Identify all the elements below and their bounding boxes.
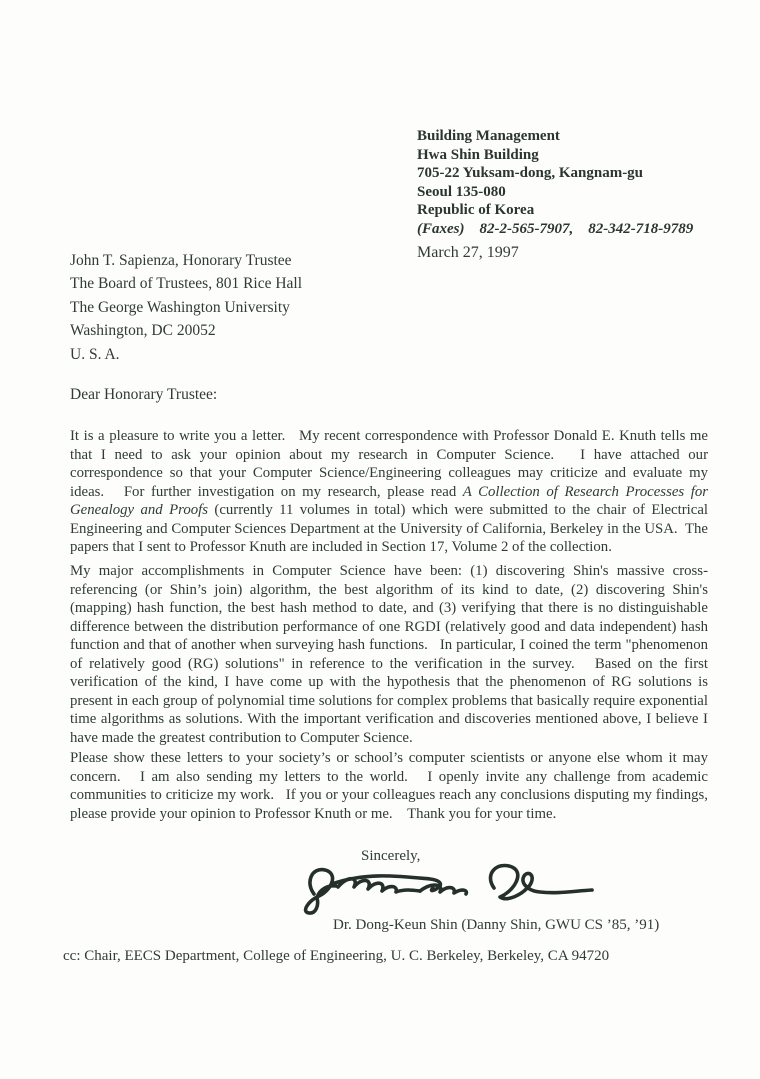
sender-line: Republic of Korea [417, 202, 535, 219]
signer-name: Dr. Dong-Keun Shin (Danny Shin, GWU CS ’85, ’91) [333, 917, 660, 933]
paragraph-1-text: It is a pleasure to write you a letter. My recent correspondence with Professor Donald E. Knuth tells me that I need to ask your opinion about my research in Computer Science. I have attached our correspondence so that your Computer Science/Engineering colleagues may criticize and evaluate my ideas. For further investigation on my research, please read [70, 428, 712, 500]
sender-line: Building Management [417, 128, 560, 144]
sender-fax-line: (Faxes) 82-2-565-7907, 82-342-718-9789 [417, 220, 694, 237]
sender-address-block [417, 127, 693, 262]
recipient-line: The George Washington University [70, 298, 290, 316]
recipient-line: U. S. A. [70, 345, 120, 363]
paragraph-3: Please show these letters to your society’s or school’s computer scientists or anyone else whom it may concern. I am also sending my letters to the world. I openly invite any challenge from academic communities to criticize my work. If you or your colleagues reach any conclusions disputing my findings, please provide your opinion to Professor Knuth or me. Thank you for your time. [70, 750, 712, 822]
sender-line: Seoul 135-080 [417, 183, 506, 200]
salutation: Dear Honorary Trustee: [70, 386, 218, 403]
paragraph-1-text: (currently 11 volumes in total) which were submitted to the chair of Electrical Engineering and Computer Sciences Department at the University of California, Berkeley in the USA. The papers that I sent to Professor Knuth are included in Section 17, Volume 2 of the collection. [70, 502, 712, 555]
sender-line: Hwa Shin Building [417, 146, 539, 163]
book-title-italic: A Collection of Research Processes for Genealogy and Proofs [70, 483, 712, 518]
cc-line: cc: Chair, EECS Department, College of Engineering, U. C. Berkeley, Berkeley, CA 94720 [63, 948, 610, 964]
paragraph-1 [70, 427, 712, 557]
letter-date: March 27, 1997 [417, 243, 519, 261]
paragraph-2: My major accomplishments in Computer Science have been: (1) discovering Shin's massive cross-referencing (or Shin’s join) algorithm, the best algorithm of its kind to date, (2) discovering Shin's (mapping) hash function, the best hash method to date, and (3) verifying that there is no distinguishable difference between the distribution performance of one RGDI (relatively good and data independent) hash function and that of another when surveying hash functions. In particular, I coined the term "phenomenon of relatively good (RG) solutions" in reference to the verification in the survey. Based on the first verification of the kind, I have come up with the hypothesis that the phenomenon of RG solutions is present in each group of polynomial time solutions for complex problems that basically require exponential time algorithms as solutions. With the important verification and discoveries mentioned above, I believe I have made the greatest contribution to Computer Science. [70, 563, 712, 746]
recipient-line: John T. Sapienza, Honorary Trustee [70, 252, 292, 269]
sender-line: 705-22 Yuksam-dong, Kangnam-gu [417, 165, 644, 182]
recipient-line: Washington, DC 20052 [70, 322, 216, 340]
recipient-address-block [70, 249, 302, 366]
closing-sincerely: Sincerely, [361, 848, 421, 864]
handwritten-signature-icon [298, 858, 598, 916]
recipient-line: The Board of Trustees, 801 Rice Hall [70, 275, 303, 293]
